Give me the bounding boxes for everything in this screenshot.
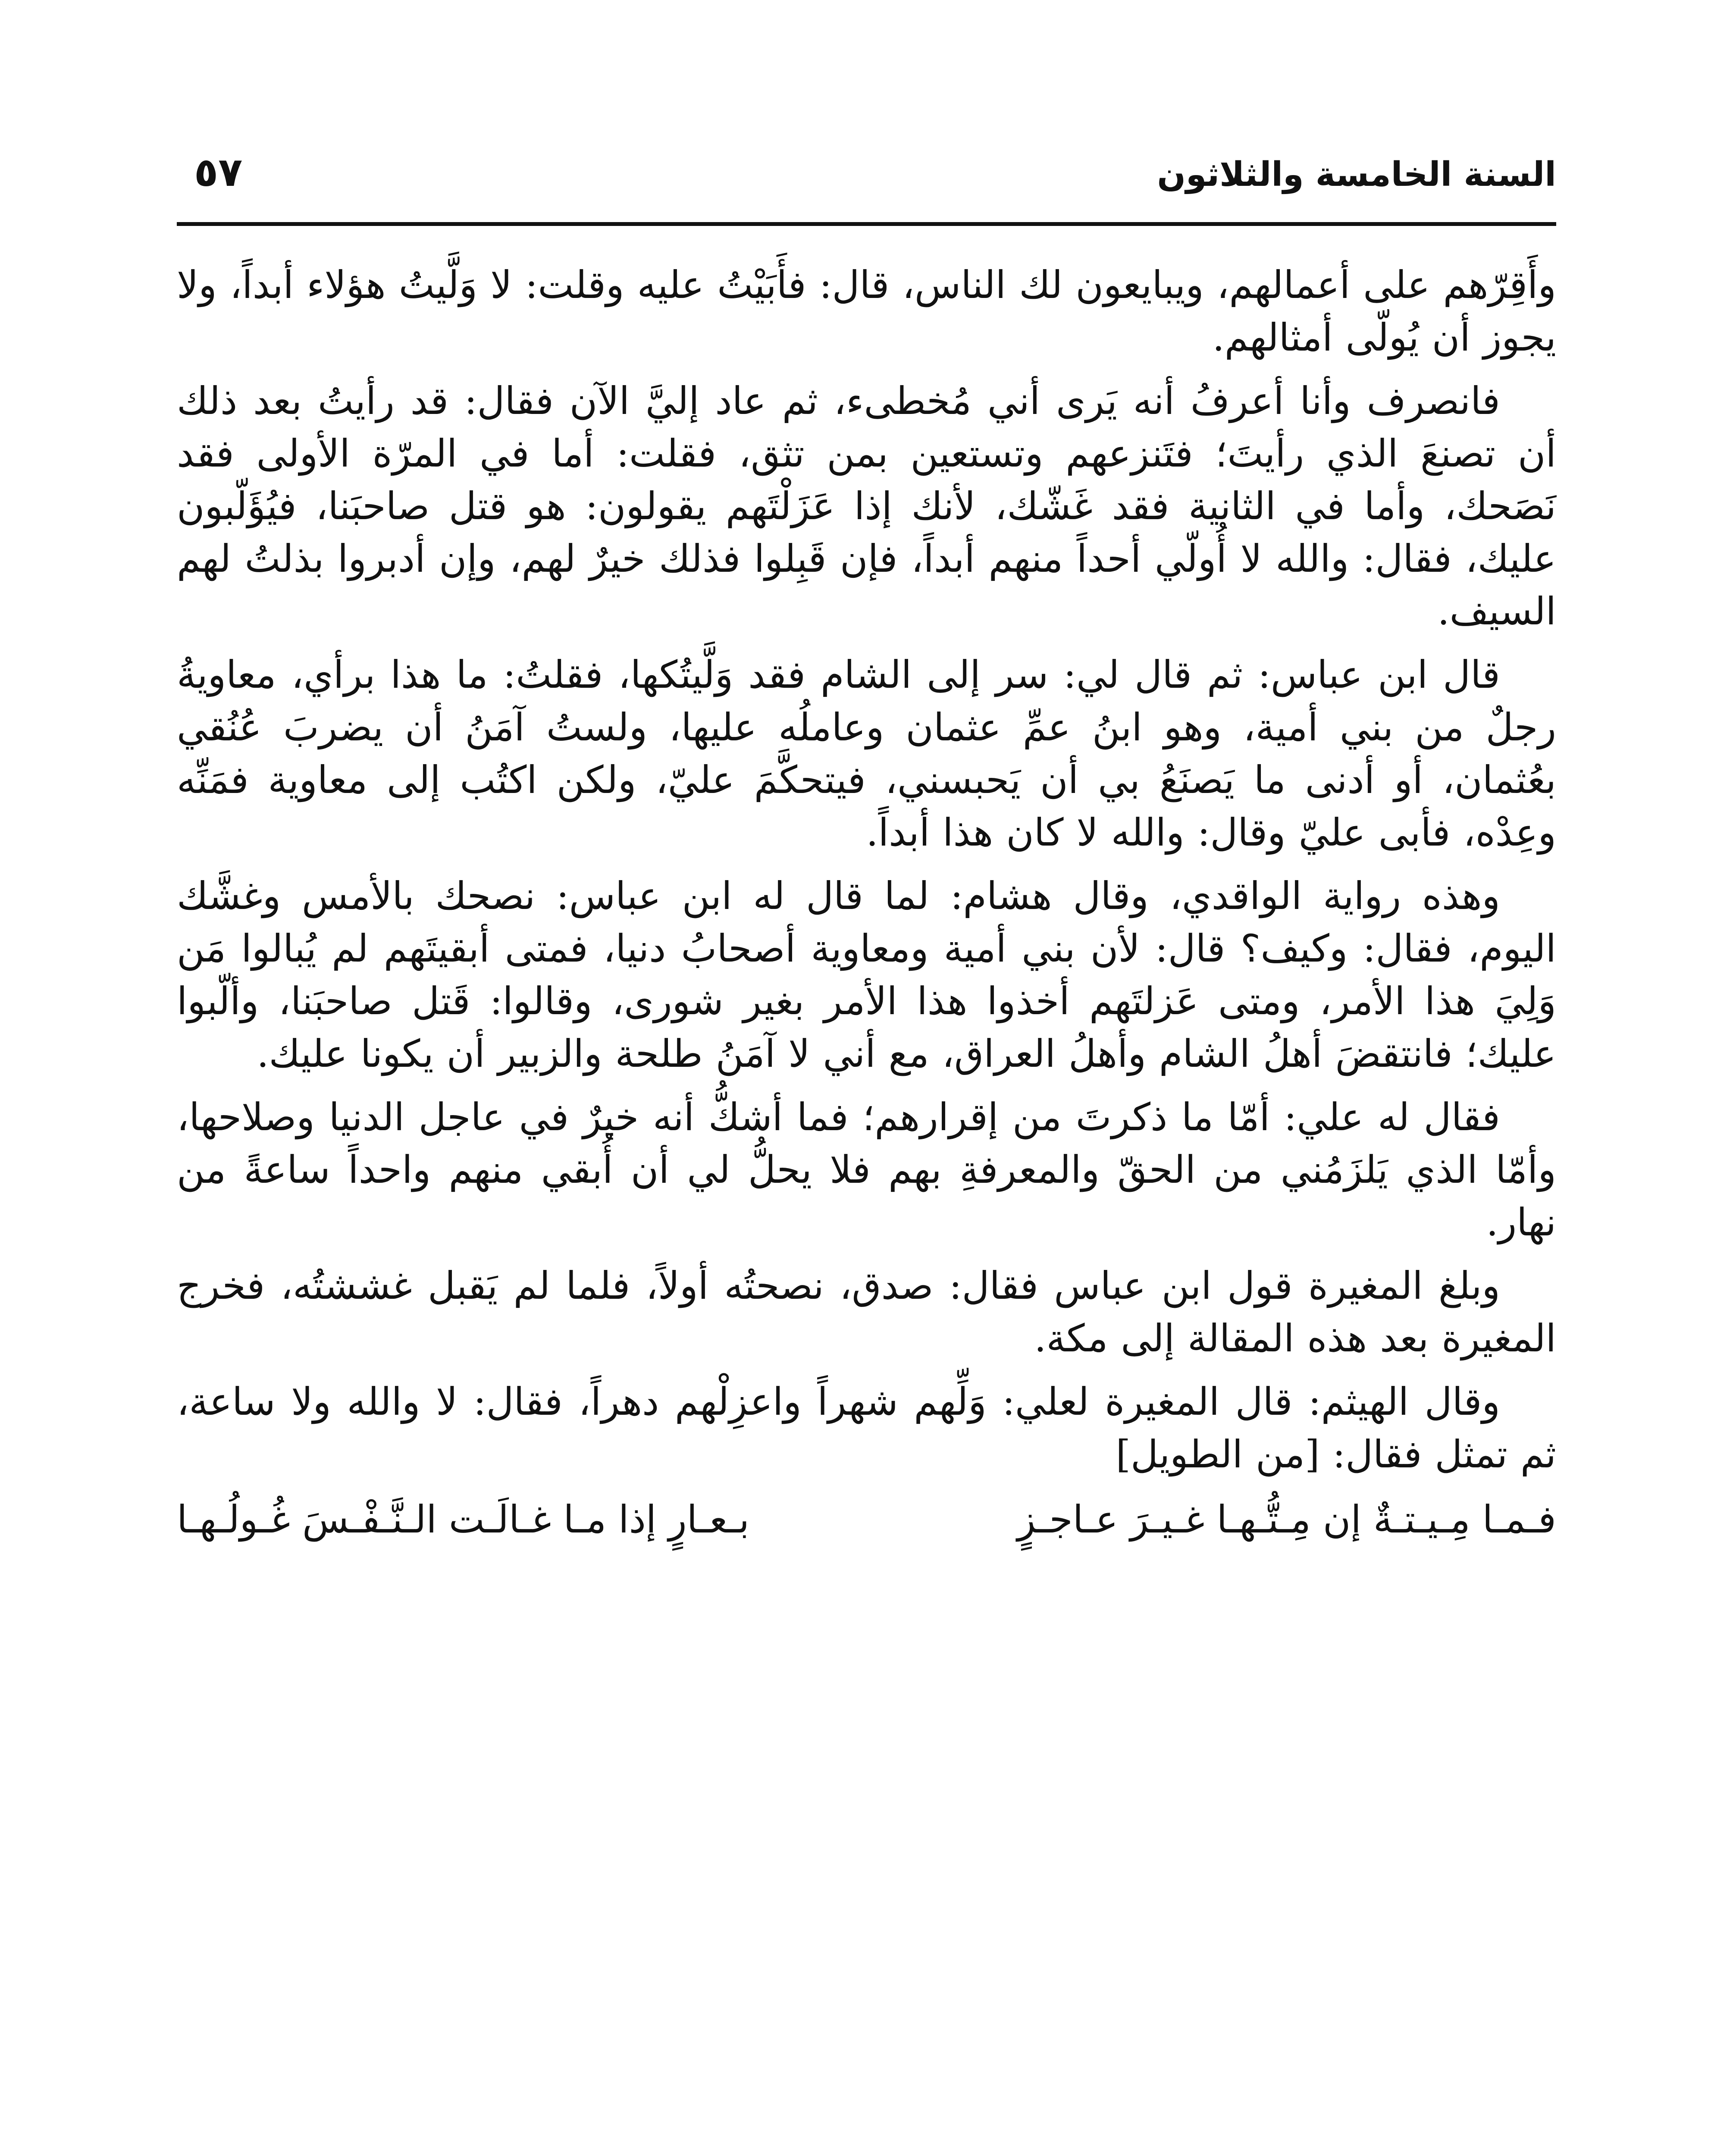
page-header xyxy=(177,142,1556,216)
paragraph-3: قال ابن عباس: ثم قال لي: سر إلى الشام فقد وَلَّيتُكها، فقلتُ: ما هذا برأي، معاويةُ رجلٌ من بني أمية، وهو ابنُ عمِّ عثمان وعاملُه عليها، ولستُ آمَنُ أن يضربَ عُنُقي بعُثمان، أو أدنى ما يَصنَعُ بي أن يَحبسني، فيتحكَّمَ عليّ، ولكن اكتُب إلى معاوية فمَنِّه وعِدْه، فأبى عليّ وقال: والله لا كان هذا أبداً. xyxy=(177,652,1556,855)
paragraph-1: وأَقِرّهم على أعمالهم، ويبايعون لك الناس، قال: فأَبَيْتُ عليه وقلت: لا وَلَّيتُ هؤلاء أبداً، ولا يجوز أن يُولّى أمثالهم. xyxy=(177,263,1556,360)
header-rule xyxy=(177,222,1556,226)
verse-second-hemistich: بـعـارٍ إذا مـا غـالَـت الـنَّـفْـسَ غُـولُـهـا xyxy=(177,1497,749,1542)
paragraph-5: فقال له علي: أمّا ما ذكرتَ من إقرارهم؛ فما أشكُّ أنه خيرٌ في عاجل الدنيا وصلاحها، وأمّا الذي يَلزَمُني من الحقّ والمعرفةِ بهم فلا يحلُّ لي أن أُبقي منهم واحداً ساعةً من نهار. xyxy=(177,1095,1556,1244)
running-title: السنة الخامسة والثلاثون xyxy=(1157,155,1556,194)
page-number: ٥٧ xyxy=(194,149,243,195)
paragraph-2: فانصرف وأنا أعرفُ أنه يَرى أني مُخطىء، ثم عاد إليَّ الآن فقال: قد رأيتُ بعد ذلك أن تصنعَ الذي رأيتَ؛ فتَنزعهم وتستعين بمن تثق، فقلت: أما في المرّة الأولى فقد نَصَحك، وأما في الثانية فقد غَشّك، لأنك إذا عَزَلْتَهم يقولون: هو قتل صاحبَنا، فيُؤَلّبون عليك، فقال: والله لا أُولّي أحداً منهم أبداً، فإن قَبِلوا فذلك خيرٌ لهم، وإن أدبروا بذلتُ لهم السيف. xyxy=(177,379,1556,633)
paragraph-6: وبلغ المغيرة قول ابن عباس فقال: صدق، نصحتُه أولاً، فلما لم يَقبل غششتُه، فخرج المغيرة بعد هذه المقالة إلى مكة. xyxy=(177,1263,1556,1360)
paragraph-7: وقال الهيثم: قال المغيرة لعلي: وَلِّهم شهراً واعزِلْهم دهراً، فقال: لا والله ولا ساعة، ثم تمثل فقال: [من الطويل] xyxy=(177,1379,1556,1476)
paragraph-4: وهذه رواية الواقدي، وقال هشام: لما قال له ابن عباس: نصحك بالأمس وغشَّك اليوم، فقال: وكيف؟ قال: لأن بني أمية ومعاوية أصحابُ دنيا، فمتى أبقيتَهم لم يُبالوا مَن وَلِيَ هذا الأمر، ومتى عَزلتَهم أخذوا هذا الأمر بغير شورى، وقالوا: قَتل صاحبَنا، وألّبوا عليك؛ فانتقضَ أهلُ الشام وأهلُ العراق، مع أني لا آمَنُ طلحة والزبير أن يكونا عليك. xyxy=(177,874,1556,1076)
poetry-verse xyxy=(177,1492,1556,1548)
page-body xyxy=(177,259,1556,1548)
verse-first-hemistich: فـمـا مِـيـتـةٌ إن مِـتُّـهـا غـيـرَ عـاجـزٍ xyxy=(1017,1497,1556,1542)
